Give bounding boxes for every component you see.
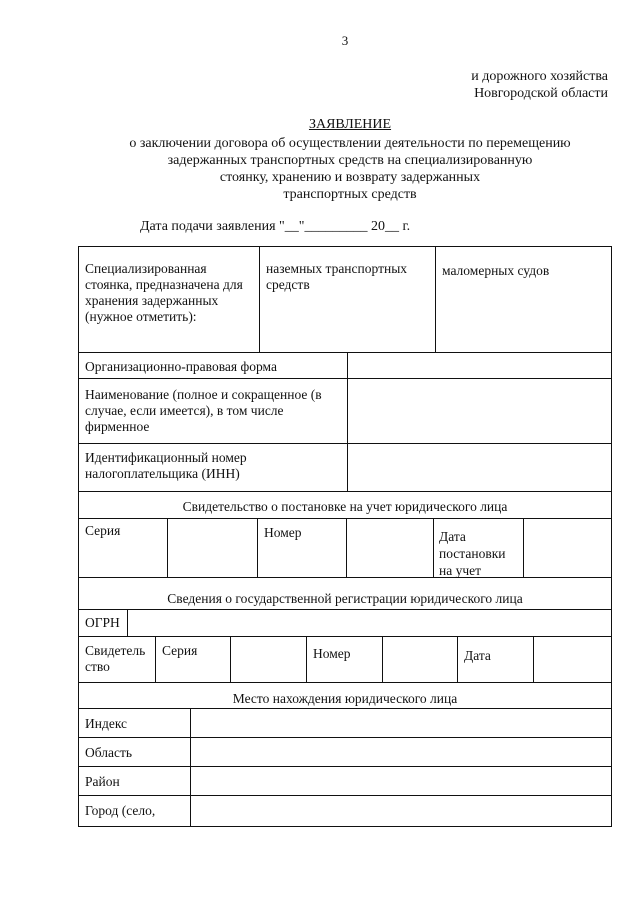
title-line2: задержанных транспортных средств на специализированную [167, 153, 533, 168]
region-field[interactable] [191, 738, 610, 766]
inn-label: Идентификационный номер налогоплательщика (ИНН) [85, 450, 247, 481]
ogrn-label: ОГРН [85, 615, 120, 630]
state-registration-header: Сведения о государственной регистрации юридического лица [167, 591, 523, 606]
option-land-vehicles[interactable]: наземных транспортных средств [266, 261, 408, 292]
series2-label: Серия [162, 643, 198, 658]
parking-purpose-label: Специализированная стоянка, предназначена для хранения задержанных (нужное отметить): [85, 261, 243, 324]
date-filed-line: Дата подачи заявления "__"_________ 20__ г. [140, 219, 411, 234]
option-small-boats[interactable]: маломерных судов [442, 263, 550, 278]
addressee-line2: Новгородской области [474, 86, 608, 101]
number-field[interactable] [347, 519, 432, 577]
legal-form-field[interactable] [348, 353, 610, 378]
number2-label: Номер [313, 646, 351, 661]
date2-label: Дата [464, 648, 491, 663]
region-label: Область [85, 745, 133, 760]
registration-date-label: Дата постановки на учет [439, 529, 506, 578]
ogrn-field[interactable] [128, 610, 610, 636]
series2-field[interactable] [231, 637, 305, 682]
page-number: 3 [341, 33, 349, 48]
registration-date-field[interactable] [524, 519, 610, 577]
postal-index-field[interactable] [191, 709, 610, 737]
inn-field[interactable] [348, 444, 610, 491]
district-field[interactable] [191, 767, 610, 795]
title-line4: транспортных средств [283, 187, 417, 202]
legal-form-label: Организационно-правовая форма [85, 359, 277, 374]
city-label: Город (село, [85, 803, 156, 818]
date2-field[interactable] [534, 637, 610, 682]
number-label: Номер [264, 525, 302, 540]
addressee-line1: и дорожного хозяйства [471, 69, 608, 84]
postal-index-label: Индекс [85, 716, 128, 731]
location-section-header: Место нахождения юридического лица [232, 691, 458, 706]
city-field[interactable] [191, 796, 610, 826]
series-field[interactable] [168, 519, 256, 577]
district-label: Район [85, 774, 120, 789]
title-line3: стоянку, хранению и возврату задержанных [219, 170, 481, 185]
series-label: Серия [85, 523, 121, 538]
company-name-label: Наименование (полное и сокращенное (в случае, если имеется), в том числе фирменное [85, 387, 322, 434]
certificate-short-label: Свидетель ство [85, 643, 146, 674]
certificate-section-header: Свидетельство о постановке на учет юридического лица [182, 499, 508, 514]
document-heading: ЗАЯВЛЕНИЕ [308, 117, 392, 132]
title-line1: о заключении договора об осуществлении деятельности по перемещению [129, 136, 571, 151]
company-name-field[interactable] [348, 379, 610, 443]
number2-field[interactable] [383, 637, 456, 682]
